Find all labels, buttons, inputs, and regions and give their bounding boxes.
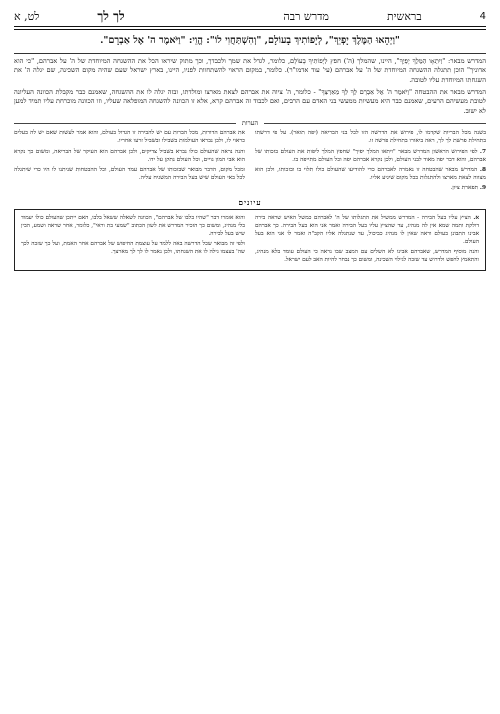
note-item: והנה נראה שהעולם כולו נברא בשביל צדיקים, ולכן אברהם הוא העיקר של הבריאה, ומשום כך נקרא הוא אבי המון גויים, וכל העולם נתקן על ידו.: [14, 148, 245, 163]
note-item: בשנה מכל הבריות שקדמו לו, פירוש את הדרשה הזו לכל בני הבריאה (יפה תואר). על פי דרשתו בתחילת פרשת לך לך, ראה ביאורו בתחילת פרשה זו.: [255, 130, 486, 145]
iyunim-column-left: [21, 214, 245, 267]
notes-heading-rule: [14, 123, 236, 124]
iyunim-box: [14, 209, 486, 272]
notes-columns: [14, 129, 486, 195]
note-item: את אברהם הדורות, מכל הברות עם יש להבירה זו הגדול בעולם, והוא אמר לעשות שאם יש לה בעלים כראוי לו, ולכן נבראו העולמות בשבילו ובשביל זרעו אחריו.: [14, 130, 245, 145]
notes-heading-text: הערות: [241, 119, 259, 128]
running-header: [14, 8, 486, 27]
chapter-ref: לט, א: [14, 9, 40, 23]
page-number: 4: [479, 10, 486, 22]
notes-column-right: [255, 129, 486, 195]
iyunim-item: והנה מוסיף המדרש, שאברהם אבינו לא השלים עם המצב שבו נראה כי העולם עומד בלא מנהיג, והתאמץ לחפש ולדרוש עד שזכה לגילוי השכינה, ומשום כך נבחר להיות האב לעם ישראל.: [255, 249, 479, 264]
header-right-group: [283, 10, 486, 23]
notes-column-left: [14, 129, 245, 195]
iyunim-item: ולפי זה מבואר שכל הדרשה באה ללמד על עוצמת החיפוש של אברהם אחר האמת, ועל כך שזכה לכך שה' בעצמו גילה לו את השגחתו, ולכן נאמר לו לך לך מארצך.: [21, 240, 245, 255]
iyunim-column-right: [255, 214, 479, 267]
work-name: מדרש רבה: [283, 9, 329, 23]
note-item: 7. לפי הפירוש הראשון המדרש מבאר "ויתאו המלך יפיך" שחפץ המלך ליפות את העולם בזכותו של אברהם, והוא דבר יפה מאוד לבני העולם, ולכן נקרא אברהם יפה וכל העולם מתייפה בו.: [255, 148, 486, 163]
notes-heading: [14, 119, 486, 127]
parasha-name: לך לך: [97, 8, 125, 23]
iyunim-item: והוא אומרו דבר "שהיו בלבו של אברהם", הכוונה לשאלה ששאל בלבו, האם ייתכן שהעולם כולו יעמוד בלי מנהיג, ומשום כך הזכיר המדרש את לשון הכתוב "שמעי בת וראי", כלומר, אחר שראה ושמע, הבין שיש בעל לבירה.: [21, 214, 245, 237]
note-item: ומכל מקום, הדבר מבואר שבזכותו של אברהם עמד העולם, וכל ההבטחות שניתנו לו היו כדי שיתגלה לכל באי העולם שיש בעל הבירה המשגיח עליה.: [14, 166, 245, 182]
commentary-paragraph: המדרש מבאר את ההבטחה "וַיֹּאמֶר ה' אֶל אַבְרָם לֶךְ לְךָ מֵאַרְצְךָ" - כלומר, ה' ציוה את אברהם לצאת מארצו ומולדתו, ובזה יגלה לו את ההשגחה, שאמנם כבר מקבלת הכוונה העליונה לטובת מעשיהם הרעים, שאמנם כבר היא מעשיות ממעשי בני האדם עם הרבים, ואם לכבוד זה אברהם קרא, אלא זו הכוונה להשגחה המופלאה שעליו, וזו הכוונה מוכרחת עליו תמיד למען לא ישוב.: [14, 88, 486, 115]
main-midrash-verse: "וַיְהָאוּ הַמֶּלֶךְ יָפְיֵךְ", לְיָפוֹתִיךְ בָעוֹלָם, "וְהִשְׁתַּחֲוִי לוֹ": הֱוֵי: "וַיֹּאמֶר ה' אֶל אַבְרָם".: [100, 35, 400, 46]
header-left-group: [14, 9, 125, 24]
iyunim-item: א. הציץ עליו בעל הבירה - המדרש ממשיל את התגלותו של ה' לאברהם כמשל האיש שראה בירה דולקת ותמה שמא אין לה מנהיג, עד שהציץ עליו בעל הבירה ואמר אני הוא בעל הבירה. כך אברהם אבינו התבונן בעולם וראה שאין לו מנהיג כביכול, עד שנתגלה אליו הקב"ה ואמר לו אני הוא בעל העולם.: [255, 214, 480, 245]
section-divider: [14, 53, 486, 54]
iyunim-heading: עיונים: [238, 197, 262, 207]
note-item: 9. תפארת ציון.: [450, 185, 486, 192]
notes-heading-rule: [264, 123, 486, 124]
commentary-paragraph: המדרש מבאר: "וְיִתְאָו הַמֶּלֶךְ יָפְיֵךְ", היינו, שהמלך (ה') חפץ לְיָפוֹתִיךְ בָעוֹלָם, כלומר, לגדל את שמך ולכבדך, וכך מתוק שיראו הכל את ההשגחה המיוחדת של ה' על אברהם, "כי הוא אדוניך" הוכן תתגלה ההשגחה המיוחדת של ה' על אברהם (עי' עוד אדמו"ר). כלומר, במקום הראוי להשתחוות לפניו, היינו, בארץ ישראל שעם שהיה מקום השכינה, שם יגלה ה' את השגחתו המיוחדת עליו לטובה.: [14, 56, 486, 84]
note-item: 8. המדרש מבאר שהבטחה זו נאמרה לאברהם כדי להודיעו שהעולם כולו תלוי בו ובזכותו, ולכן הוא מצווה לצאת מארצו ולהתגלות בכל מקום שיגיע אליו.: [255, 166, 486, 182]
book-name: בראשית: [386, 9, 422, 23]
